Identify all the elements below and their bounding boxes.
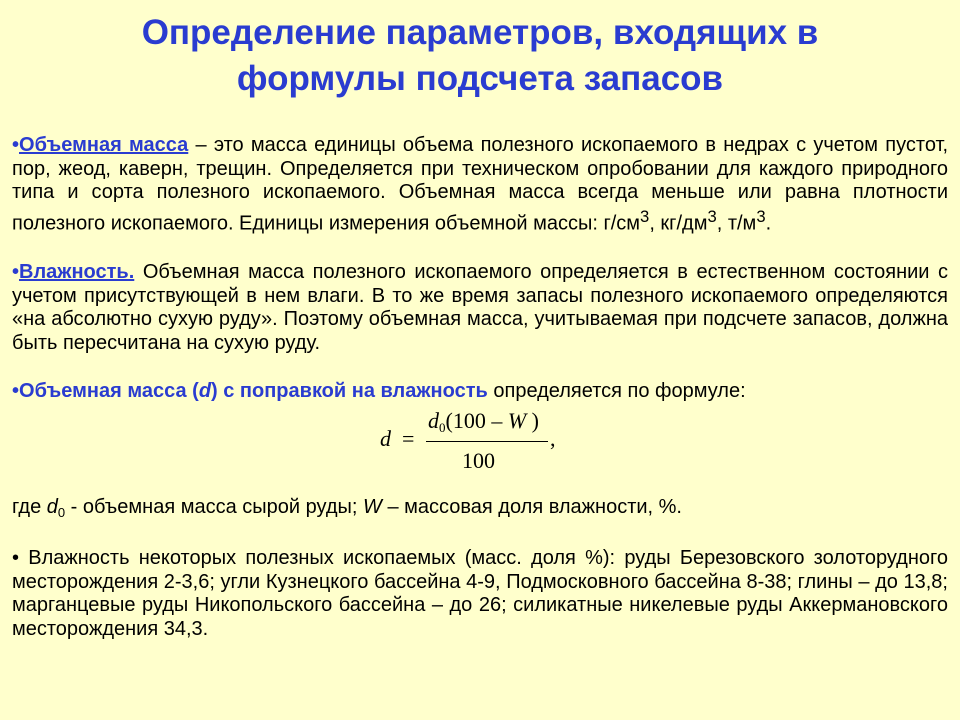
paragraph-correction [12, 380, 948, 404]
superscript: 3 [640, 206, 650, 226]
formula [380, 408, 600, 478]
title-line-1: Определение параметров, входящих в [141, 13, 819, 52]
legend-mid: - объемная масса сырой руды; [65, 496, 364, 518]
paragraph-bulk-density [12, 134, 948, 236]
superscript: 3 [707, 206, 717, 226]
term-bulk-density: Объемная масса [19, 134, 189, 156]
legend-pre: где [12, 496, 47, 518]
formula-denominator: 100 [462, 448, 495, 473]
term-moisture: Влажность. [19, 261, 135, 283]
legend-sub: 0 [57, 505, 66, 520]
numerator-var: d [428, 408, 439, 433]
formula-equals: = [402, 426, 415, 451]
unit-text: , кг/дм [649, 212, 708, 235]
formula-comma: , [550, 426, 556, 451]
legend-var-w: W [363, 496, 382, 518]
bullet: • [12, 380, 20, 402]
numerator-w: W [507, 408, 527, 433]
definition-text: – это масса единицы объема полезного ископаемого в недрах с учетом пустот, пор, жеод, каверн, трещин. Определяется при техническом опробовании для каждого природного типа и сорта полезного ископаемого. Объемная масса всегда меньше или равна плотности полезного ископаемого. Единицы измерения объемной массы: г/см [12, 134, 948, 235]
period: . [765, 212, 772, 235]
paragraph-legend [12, 496, 948, 525]
numerator-subscript: 0 [439, 420, 446, 435]
legend-end: – массовая доля влажности, %. [381, 496, 682, 518]
moisture-text: Объемная масса полезного ископаемого определяется в естественном состоянии с учетом присутствующей в нем влаги. В то же время запасы полезного ископаемого определяются «на абсолютно сухую руду». Поэтому объемная масса, учитываемая при подсчете запасов, должна быть пересчитана на сухую руду. [12, 261, 948, 354]
fraction-bar [426, 441, 548, 442]
superscript: 3 [756, 206, 766, 226]
formula-lhs: d [380, 426, 391, 451]
slide-title [0, 10, 960, 102]
bullet: • [12, 261, 20, 283]
term-correction-b: ) с поправкой на влажность [211, 380, 488, 402]
paragraph-moisture-examples: • Влажность некоторых полезных ископаемых (масс. доля %): руды Березовского золоторудного месторождения 2-3,6; угли Кузнецкого бассейна 4-9, Подмосковного бассейна 8-38; глины – до 13,8; марганцевые руды Никопольского бассейна – до 26; силикатные никелевые руды Аккермановского месторождения 34,3. [12, 547, 948, 640]
unit-text: , т/м [716, 212, 757, 235]
term-correction-a: Объемная масса ( [19, 380, 199, 402]
numerator-rest: (100 – [445, 408, 508, 433]
bullet: • [12, 134, 20, 156]
paragraph-moisture [12, 261, 948, 355]
legend-var-d: d [46, 496, 58, 518]
formula-numerator [428, 408, 539, 436]
term-correction-var: d [198, 380, 212, 402]
numerator-close: ) [526, 408, 539, 433]
title-line-2: формулы подсчета запасов [236, 59, 724, 98]
correction-text: определяется по формуле: [487, 380, 746, 402]
